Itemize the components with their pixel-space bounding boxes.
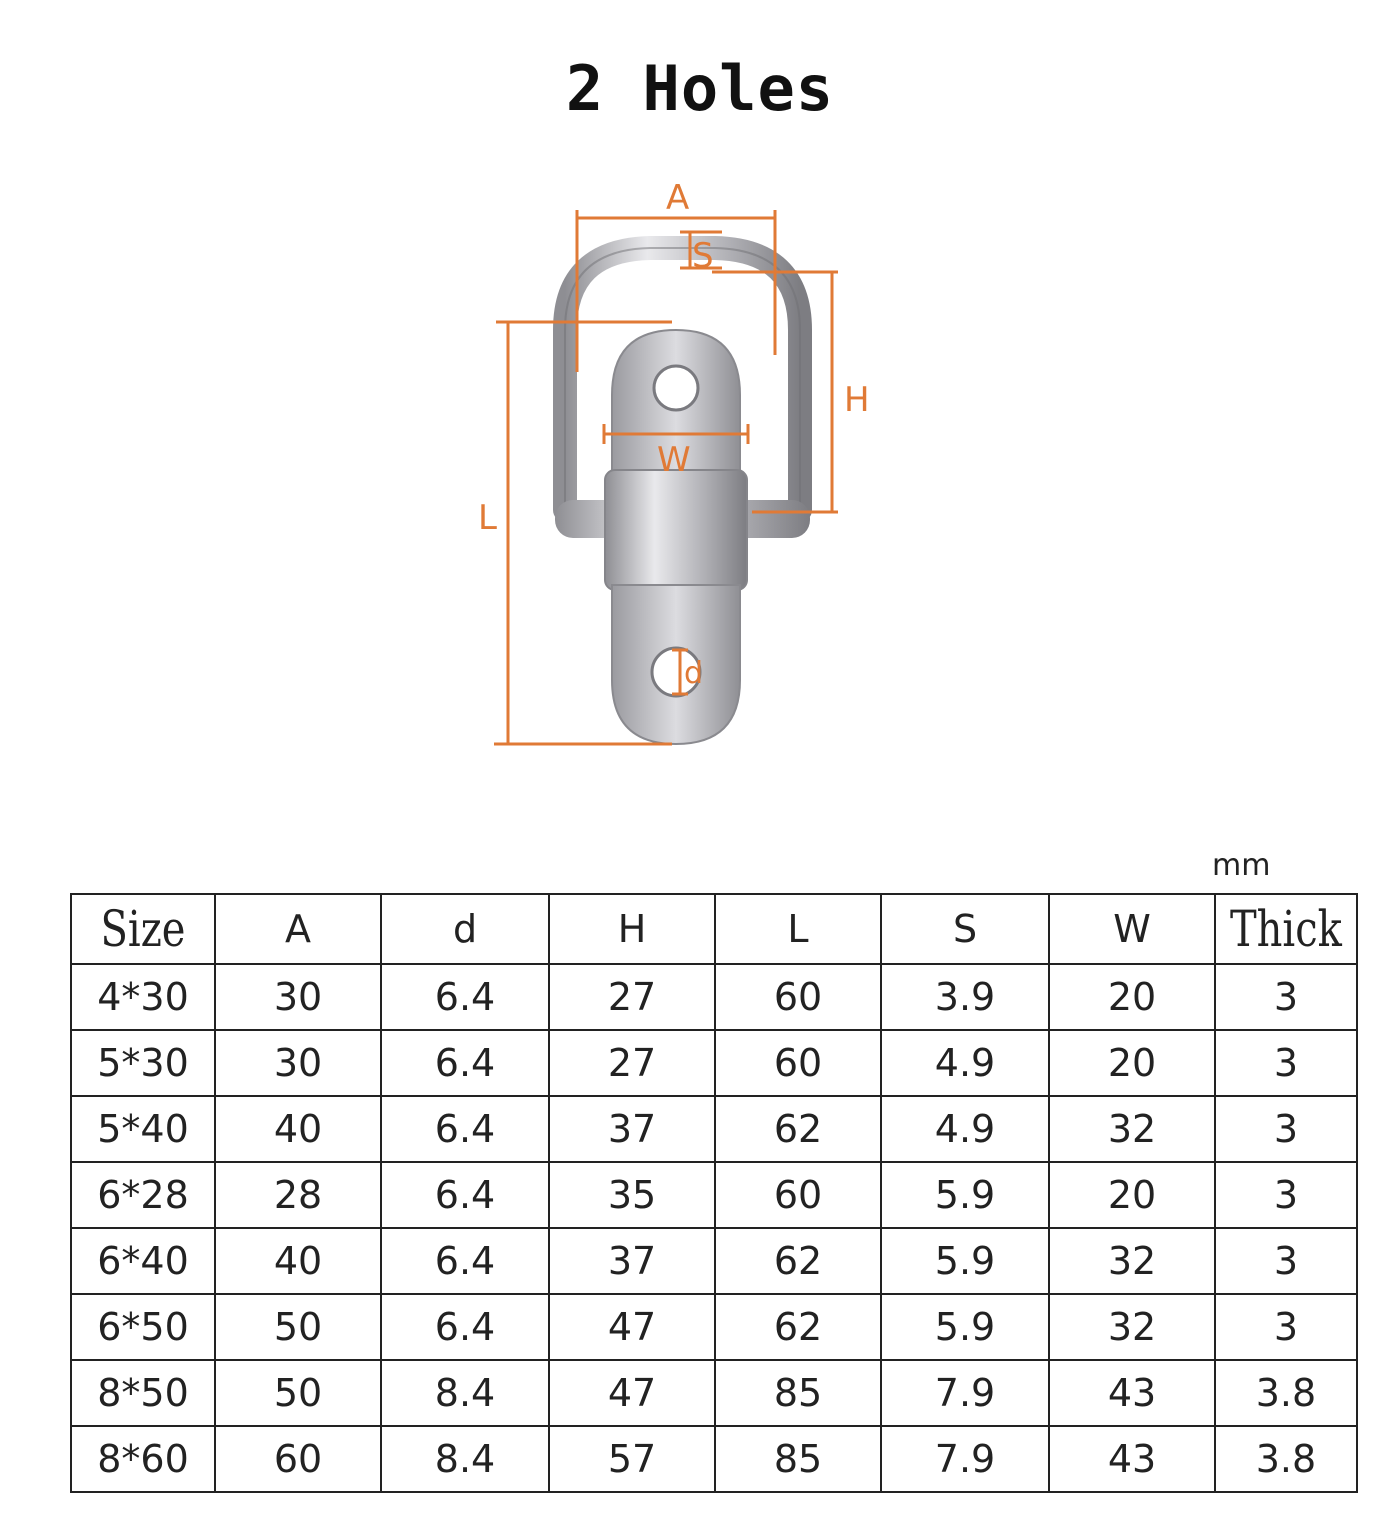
unit-label: mm [1212,848,1271,883]
cell-size: 6*40 [71,1228,215,1294]
cell-w: 43 [1049,1360,1215,1426]
page-title: 2 Holes [565,52,835,125]
upper-hole [654,366,698,410]
cell-a: 30 [215,1030,381,1096]
cell-l: 60 [715,1162,881,1228]
cell-s: 7.9 [881,1426,1049,1492]
cell-s: 4.9 [881,1030,1049,1096]
table-row [71,1294,1357,1360]
cell-w: 20 [1049,1162,1215,1228]
table-row [71,1360,1357,1426]
cell-size: 4*30 [71,964,215,1030]
dim-label-d: d [684,656,704,691]
dim-label-h: H [844,380,870,420]
header-s: S [881,894,1049,964]
cell-s: 7.9 [881,1360,1049,1426]
cell-a: 30 [215,964,381,1030]
cell-thick: 3 [1215,1228,1357,1294]
cell-h: 57 [549,1426,715,1492]
spec-table [70,893,1358,1493]
dim-label-s: S [692,236,714,276]
header-w: W [1049,894,1215,964]
cell-thick: 3 [1215,1294,1357,1360]
cell-d: 8.4 [381,1426,549,1492]
cell-w: 32 [1049,1294,1215,1360]
cell-s: 5.9 [881,1162,1049,1228]
cell-l: 62 [715,1294,881,1360]
cell-a: 28 [215,1162,381,1228]
cell-s: 4.9 [881,1096,1049,1162]
cell-l: 60 [715,1030,881,1096]
cell-w: 20 [1049,1030,1215,1096]
cell-h: 47 [549,1294,715,1360]
table-row [71,1096,1357,1162]
hinge [605,470,747,590]
cell-w: 32 [1049,1228,1215,1294]
cell-a: 40 [215,1228,381,1294]
cell-thick: 3 [1215,1030,1357,1096]
cell-thick: 3 [1215,964,1357,1030]
cell-d: 6.4 [381,964,549,1030]
cell-d: 6.4 [381,1030,549,1096]
cell-a: 60 [215,1426,381,1492]
table-row [71,1426,1357,1492]
header-l: L [715,894,881,964]
cell-d: 8.4 [381,1360,549,1426]
dim-label-l: L [478,498,497,538]
cell-l: 85 [715,1360,881,1426]
cell-s: 3.9 [881,964,1049,1030]
cell-l: 60 [715,964,881,1030]
table-row [71,964,1357,1030]
cell-a: 40 [215,1096,381,1162]
header-d: d [381,894,549,964]
cell-thick: 3 [1215,1162,1357,1228]
header-thick: Thick [1229,894,1342,964]
cell-size: 5*30 [71,1030,215,1096]
cell-d: 6.4 [381,1162,549,1228]
table-row [71,1162,1357,1228]
header-a: A [215,894,381,964]
cell-h: 47 [549,1360,715,1426]
cell-l: 62 [715,1096,881,1162]
cell-w: 20 [1049,964,1215,1030]
cell-size: 5*40 [71,1096,215,1162]
dim-label-a: A [666,178,690,218]
dim-label-w: W [657,440,691,480]
table-row [71,1228,1357,1294]
cell-s: 5.9 [881,1228,1049,1294]
cell-h: 37 [549,1096,715,1162]
cell-w: 43 [1049,1426,1215,1492]
cell-d: 6.4 [381,1294,549,1360]
cell-thick: 3.8 [1215,1426,1357,1492]
cell-a: 50 [215,1294,381,1360]
cell-h: 27 [549,964,715,1030]
cell-d: 6.4 [381,1096,549,1162]
cell-l: 62 [715,1228,881,1294]
cell-h: 37 [549,1228,715,1294]
header-h: H [549,894,715,964]
header-size: Size [85,894,200,964]
cell-h: 35 [549,1162,715,1228]
cell-s: 5.9 [881,1294,1049,1360]
cell-size: 6*50 [71,1294,215,1360]
cell-w: 32 [1049,1096,1215,1162]
table-header-row [71,894,1357,964]
cell-size: 8*50 [71,1360,215,1426]
cell-d: 6.4 [381,1228,549,1294]
cell-thick: 3 [1215,1096,1357,1162]
table-row [71,1030,1357,1096]
cell-h: 27 [549,1030,715,1096]
cell-size: 6*28 [71,1162,215,1228]
cell-l: 85 [715,1426,881,1492]
cell-size: 8*60 [71,1426,215,1492]
cell-a: 50 [215,1360,381,1426]
cell-thick: 3.8 [1215,1360,1357,1426]
